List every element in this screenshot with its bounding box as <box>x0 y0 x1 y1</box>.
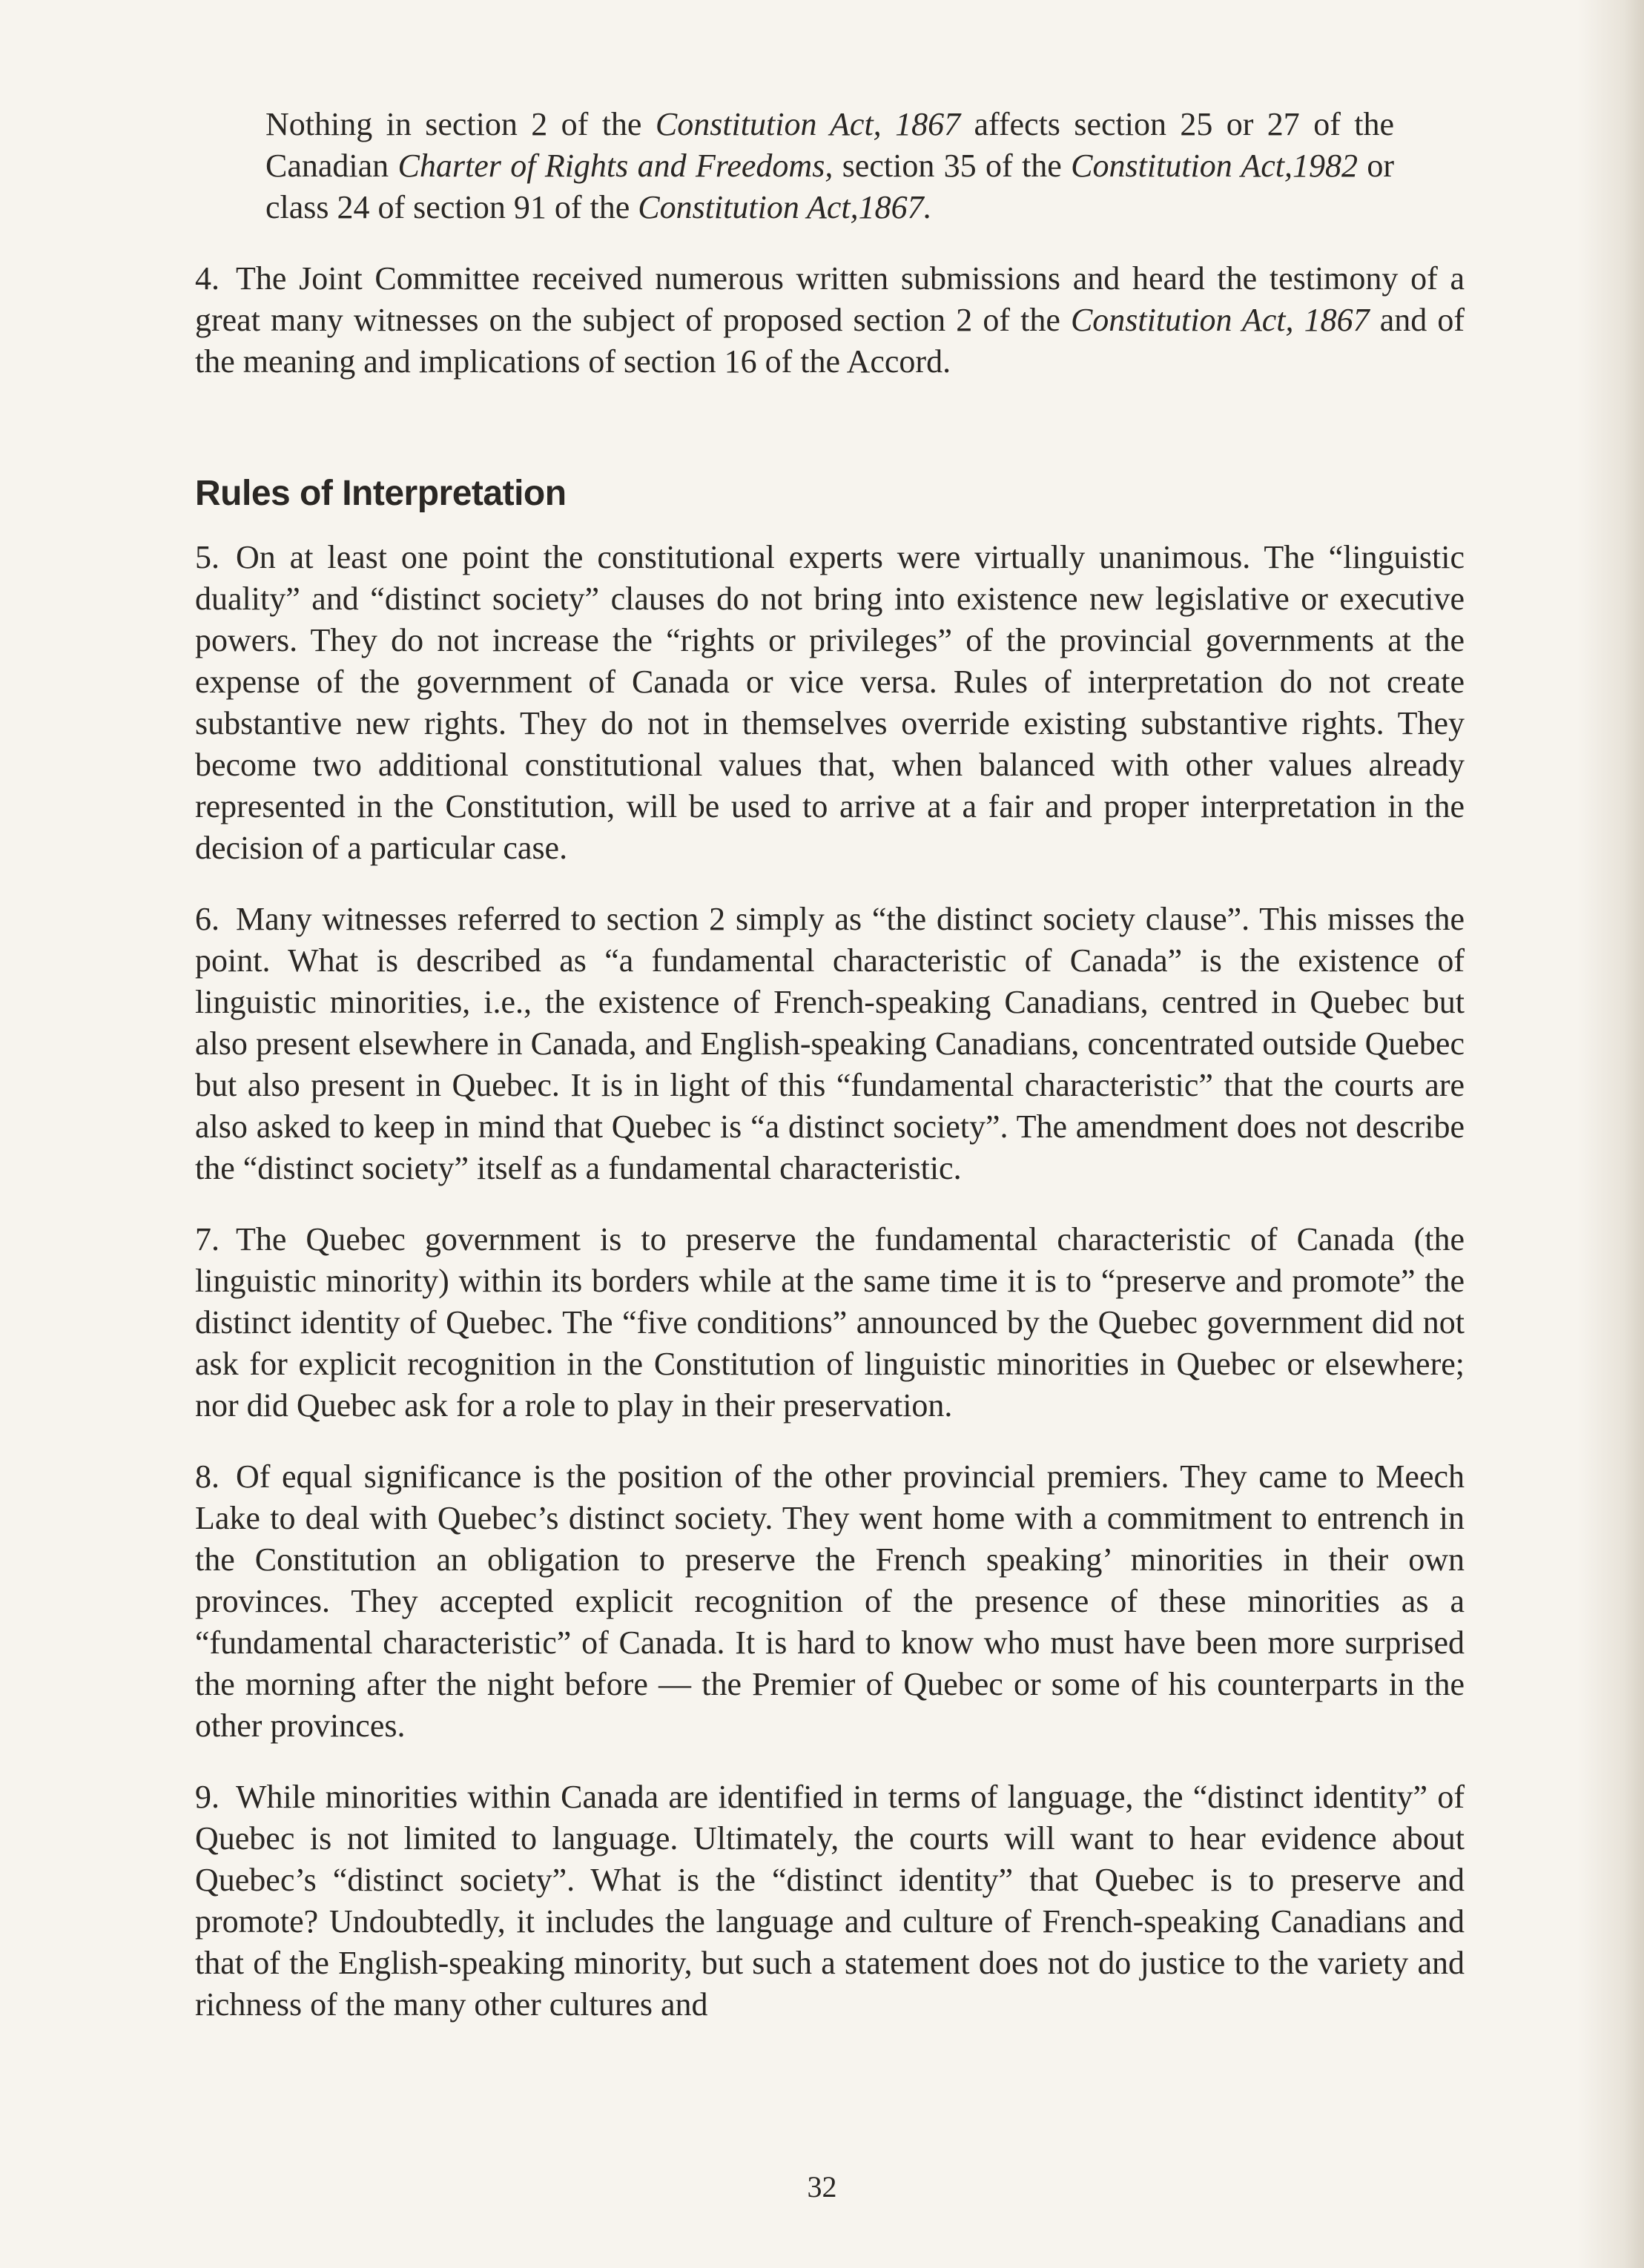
paragraph-6: 6. Many witnesses referred to section 2 simply as “the distinct society clause”. This misses the point. What is described as “a fundamental characteristic of Canada” is the existence of linguistic minorities, i.e., the existence of French-speaking Canadians, centred in Quebec but also present elsewhere in Canada, and English-speaking Canadians, concentrated outside Quebec but also present in Quebec. It is in light of this “fundamental characteristic” that the courts are also asked to keep in mind that Quebec is “a distinct society”. The amendment does not describe the “distinct society” itself as a fundamental characteristic. <box>195 901 1465 1186</box>
paragraph-number: 6. <box>195 901 219 937</box>
paragraph-number: 4. <box>195 260 219 297</box>
section-heading: Rules of Interpretation <box>195 474 567 513</box>
page-number: 32 <box>807 2170 837 2203</box>
paragraph-4: 4. The Joint Committee received numerous written submissions and heard the testimony of a great many witnesses on the subject of proposed section 2 of the Constitution Act, 1867 and of the meaning and implications of section 16 of the Accord. <box>195 260 1465 380</box>
paragraph-number: 8. <box>195 1458 219 1495</box>
paragraph-7: 7. The Quebec government is to preserve the fundamental characteristic of Canada (the linguistic minority) within its borders while at the same time it is to “preserve and promote” the distinct identity of Quebec. The “five conditions” announced by the Quebec government did not ask for explicit recognition in the Constitution of linguistic minorities in Quebec or elsewhere; nor did Quebec ask for a role to play in their preservation. <box>195 1221 1465 1424</box>
paragraph-number: 9. <box>195 1779 219 1815</box>
quoted-section-text: Nothing in section 2 of the Constitution Act, 1867 affects section 25 or 27 of the Canadian Charter of Rights and Freedoms, section 35 of the Constitution Act,1982 or class 24 of section 91 of the Constitution Act,1867. <box>265 106 1394 225</box>
paragraph-8: 8. Of equal significance is the position of the other provincial premiers. They came to Meech Lake to deal with Quebec’s distinct society. They went home with a commitment to entrench in the Constitution an obligation to preserve the French speaking’ minorities in their own provinces. They accepted explicit recognition of the presence of these minorities as a “fundamental characteristic” of Canada. It is hard to know who must have been more surprised the morning after the night before — the Premier of Quebec or some of his counterparts in the other provinces. <box>195 1458 1465 1744</box>
page-edge-shadow <box>1577 0 1644 2268</box>
paragraph-number: 5. <box>195 539 219 575</box>
paragraph-5: 5. On at least one point the constitutional experts were virtually unanimous. The “linguistic duality” and “distinct society” clauses do not bring into existence new legislative or executive powers. They do not increase the “rights or privileges” of the provincial governments at the expense of the government of Canada or vice versa. Rules of interpretation do not create substantive new rights. They do not in themselves override existing substantive rights. They become two additional constitutional values that, when balanced with other values already represented in the Constitution, will be used to arrive at a fair and proper interpretation in the decision of a particular case. <box>195 539 1465 866</box>
page-body <box>195 104 1465 2026</box>
paragraph-number: 7. <box>195 1221 219 1257</box>
paragraph-9: 9. While minorities within Canada are identified in terms of language, the “distinct identity” of Quebec is not limited to language. Ultimately, the courts will want to hear evidence about Quebec’s “distinct society”. What is the “distinct identity” that Quebec is to preserve and promote? Undoubtedly, it includes the language and culture of French-speaking Canadians and that of the English-speaking minority, but such a statement does not do justice to the variety and richness of the many other cultures and <box>195 1779 1465 2023</box>
